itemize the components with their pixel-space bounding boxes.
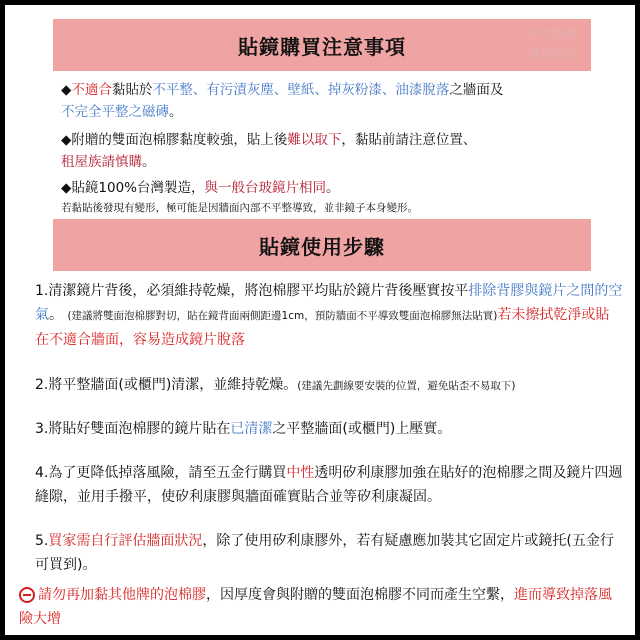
unsuitable-surfaces: 不平整、有污漬灰塵、壁紙、掉灰粉漆、油漆脫落	[152, 82, 450, 98]
no-other-foam-text: 請勿再加黏其他牌的泡棉膠	[38, 587, 206, 603]
step-text: 3.將貼好雙面泡棉膠的鏡片貼在	[35, 421, 231, 437]
purchase-notes-header	[53, 19, 591, 71]
not-suitable-label: 不適合	[71, 82, 112, 98]
warning-text: ，因厚度會與附贈的雙面泡棉膠不同而產生空繫，	[206, 587, 514, 603]
bullet-made-in-taiwan	[61, 177, 340, 199]
purchase-notes-title: 貼鏡購買注意事項	[238, 34, 406, 59]
diamond-bullet-icon: ◆	[61, 180, 72, 196]
step-4	[35, 461, 623, 509]
step-1-note: (建議將雙面泡棉膠對切，貼在鏡背面兩側距邊1cm，預防牆面不平導致雙面泡棉膠無法貼實)	[67, 310, 498, 322]
bullet-adhesive-strength-cont	[61, 151, 156, 173]
bullet-text: 之牆面及	[449, 82, 504, 98]
step-text: 透明矽利康膠加強在貼好的泡棉膠之間及鏡片四週縫隙，並用手撥平，使矽利康膠與牆面確實貼合並等矽利康凝固。	[35, 465, 623, 505]
step-text: 。	[49, 307, 63, 323]
bullet-text: 。	[142, 154, 156, 170]
bullet-adhesive-strength	[61, 129, 476, 151]
renters-caution-line: 租屋族請慎購	[61, 154, 142, 170]
remove-air-text: 排除背膠與鏡片之間的空氣	[35, 283, 623, 323]
prohibited-icon	[19, 587, 35, 603]
watermark-line-1: 請勿盜圖	[527, 26, 576, 40]
bullet-unsuitable-walls-cont	[61, 101, 183, 123]
step-3	[35, 417, 623, 441]
bullet-text: 黏貼於	[111, 82, 153, 98]
fall-risk-text: 進而導致掉落風險大增	[19, 587, 612, 627]
step-text: 1.清潔鏡片背後，必須維持乾燥，將泡棉膠平均貼於鏡片背後壓實按平	[35, 283, 469, 299]
step-text: ，除了使用矽利康膠外，若有疑慮應加裝其它固定片或鏡托(五金行可買到)。	[35, 533, 614, 573]
bullet-unsuitable-walls	[61, 79, 503, 101]
diamond-bullet-icon: ◆	[61, 82, 72, 98]
step-2-note: (建議先劃線要安裝的位置，避免貼歪不易取下)	[297, 380, 516, 392]
cleaned-text: 已清潔	[230, 421, 273, 437]
step-text: 4.為了更降低掉落風險，請至五金行購買	[35, 465, 287, 481]
bullet-text: 。	[326, 180, 340, 196]
bullet-text: 貼鏡100%台灣製造，	[71, 180, 205, 196]
bullet-text: ，黏貼前請注意位置、	[341, 132, 477, 148]
step-text: 2.將平整牆面(或櫃門)清潔，並維持乾燥。	[35, 377, 298, 393]
watermark	[519, 23, 585, 63]
step-2	[35, 373, 623, 398]
deformation-note: 若黏貼後發現有變形，極可能是因牆面內部不平整導致，並非鏡子本身變形。	[61, 202, 418, 214]
step-1	[35, 279, 623, 352]
bullet-text: 附贈的雙面泡棉膠黏度較強，貼上後	[71, 132, 288, 148]
same-as-glass-text: 與一般台玻鏡片相同	[204, 180, 326, 196]
uneven-tiles-text: 不完全平整之磁磚	[61, 104, 169, 120]
watermark-line-2: 違者提告	[527, 46, 576, 60]
step-1-warning: 若未擦拭乾淨或貼在不適合牆面，容易造成鏡片脫落	[35, 307, 610, 348]
usage-steps-header	[53, 219, 591, 271]
buyer-assess-text: 買家需自行評估牆面狀況	[48, 533, 203, 549]
diamond-bullet-icon: ◆	[61, 132, 72, 148]
usage-steps-title: 貼鏡使用步驟	[259, 234, 385, 259]
instruction-sheet	[5, 5, 635, 635]
hard-to-remove-text: 難以取下	[287, 132, 342, 148]
step-text: 之平整牆面(或櫃門)上壓實。	[272, 421, 452, 437]
bullet-text: 。	[169, 104, 183, 120]
step-text: 5.	[35, 533, 49, 549]
step-5	[35, 529, 623, 577]
neutral-text: 中性	[286, 465, 315, 481]
final-warning	[19, 583, 625, 631]
